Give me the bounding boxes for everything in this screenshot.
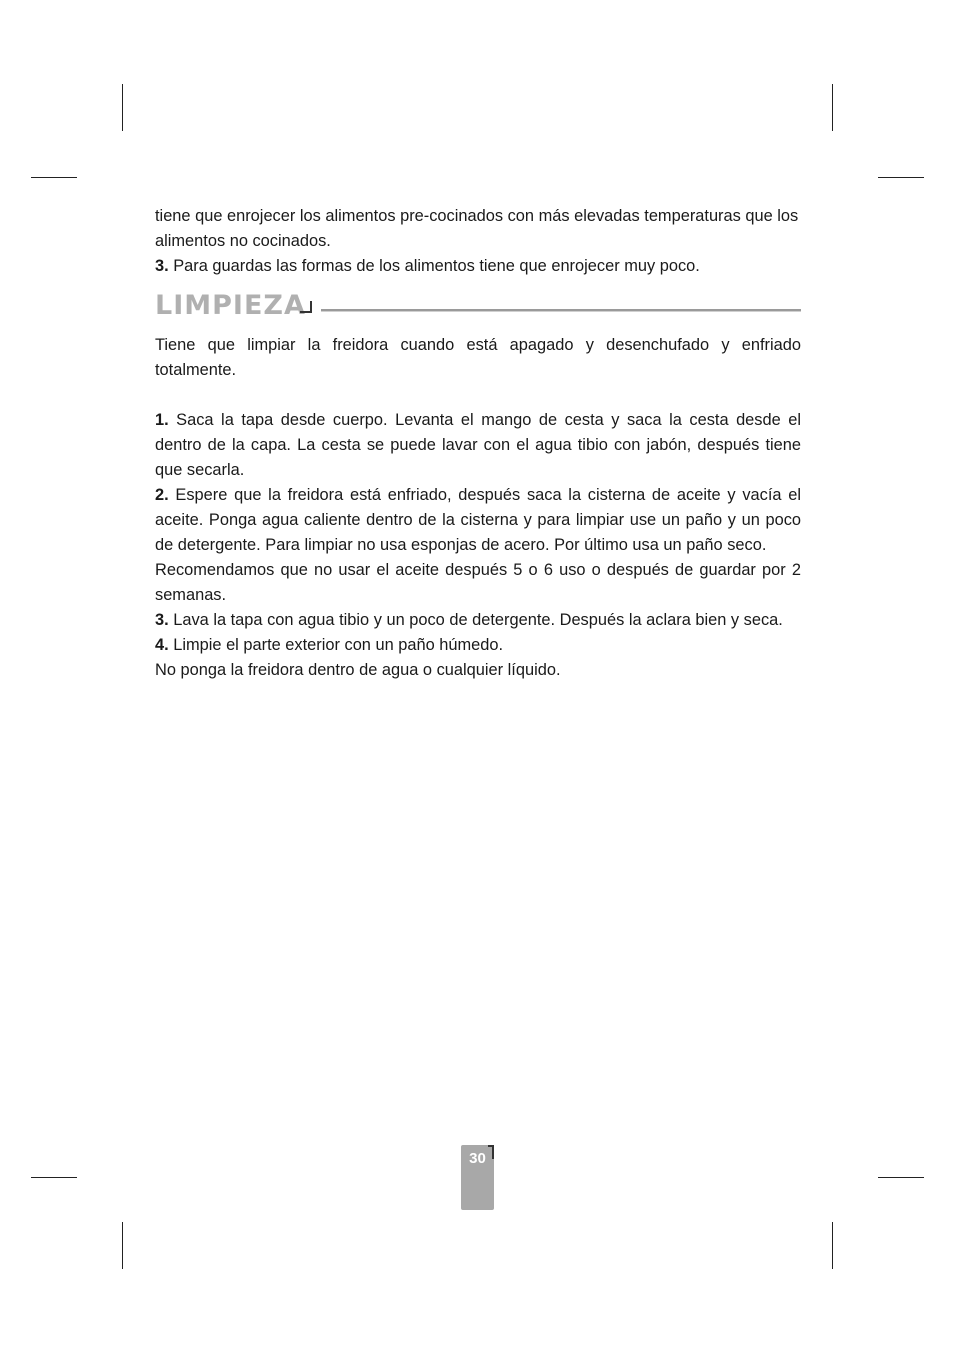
item-number: 1. (155, 411, 169, 429)
crop-mark (31, 1177, 77, 1178)
item-number: 3. (155, 257, 169, 275)
crop-mark (832, 84, 833, 131)
item-text: Limpie el parte exterior con un paño húmedo. (168, 636, 504, 654)
crop-mark (878, 177, 924, 178)
section-intro: Tiene que limpiar la freidora cuando está apagado y desenchufado y enfriado totalmente. (155, 336, 801, 379)
heading-rule (321, 309, 801, 312)
crop-mark (122, 1222, 123, 1269)
crop-mark (878, 1177, 924, 1178)
intro-item-3 (155, 254, 801, 279)
item-text: Saca la tapa desde cuerpo. Levanta el mango de cesta y saca la cesta desde el dentro de la capa. La cesta se puede lavar con el agua tibio con jabón, después tiene que secarla. (155, 411, 801, 479)
list-item (155, 558, 801, 608)
crop-mark (31, 177, 77, 178)
item-number: 2. (155, 486, 169, 504)
list-item (155, 608, 801, 633)
item-text: Espere que la freidora está enfriado, después saca la cisterna de aceite y vacía el aceite. Ponga agua caliente dentro de la cisterna y para limpiar use un paño y un poco de detergente. Para limpiar no usa esponjas de acero. Por último usa un paño seco. (155, 486, 801, 554)
list-item (155, 633, 801, 658)
item-number: 4. (155, 636, 169, 654)
list-item (155, 483, 801, 558)
page-number-tab (461, 1145, 494, 1210)
list-item (155, 658, 801, 683)
item-text: Recomendamos que no usar el aceite después 5 o 6 uso o después de guardar por 2 semanas. (155, 561, 801, 604)
heading-corner-mark (300, 301, 312, 313)
intro-paragraph: tiene que enrojecer los alimentos pre-cocinados con más elevadas temperaturas que los alimentos no cocinados. (155, 207, 799, 250)
crop-mark (832, 1222, 833, 1269)
item-text: Lava la tapa con agua tibio y un poco de detergente. Después la aclara bien y seca. (168, 611, 783, 629)
crop-mark (122, 84, 123, 131)
item-text: No ponga la freidora dentro de agua o cualquier líquido. (155, 661, 561, 679)
spacer (155, 383, 801, 408)
section-heading (155, 287, 801, 333)
section-title: LIMPIEZA (155, 290, 306, 321)
item-number: 3. (155, 611, 169, 629)
page-number: 30 (469, 1150, 486, 1167)
item-text: Para guardas las formas de los alimentos tiene que enrojecer muy poco. (168, 257, 700, 275)
list-item (155, 408, 801, 483)
page-content (155, 204, 801, 683)
